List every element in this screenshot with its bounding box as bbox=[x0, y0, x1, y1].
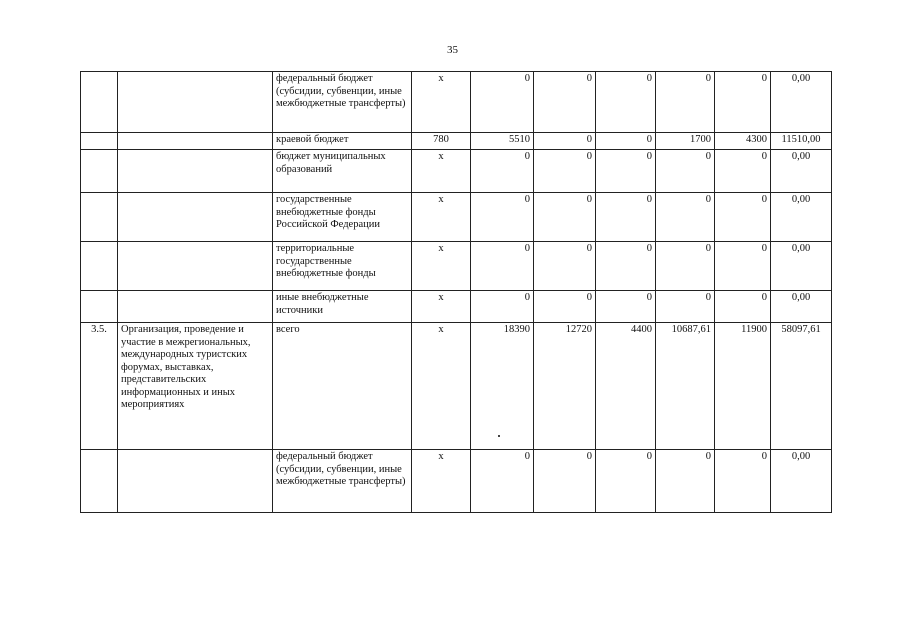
value-cell: 0 bbox=[471, 150, 534, 193]
item-number-cell bbox=[81, 193, 118, 242]
value-cell: 0 bbox=[534, 193, 596, 242]
item-number-cell bbox=[81, 291, 118, 323]
value-cell: 12720 bbox=[534, 323, 596, 450]
funding-source-cell: государственные внебюджетные фонды Российской Федерации bbox=[273, 193, 412, 242]
value-cell: x bbox=[412, 242, 471, 291]
item-number-cell bbox=[81, 133, 118, 150]
value-cell: 0 bbox=[715, 150, 771, 193]
item-number-cell: 3.5. bbox=[81, 323, 118, 450]
value-cell: 18390 bbox=[471, 323, 534, 450]
item-number-cell bbox=[81, 450, 118, 513]
value-cell: 0 bbox=[534, 291, 596, 323]
value-cell: 0 bbox=[471, 291, 534, 323]
value-cell: 0 bbox=[715, 450, 771, 513]
page-number: 35 bbox=[447, 44, 458, 56]
value-cell: x bbox=[412, 72, 471, 133]
scan-speck bbox=[498, 435, 500, 437]
total-cell: 0,00 bbox=[771, 150, 832, 193]
total-cell: 11510,00 bbox=[771, 133, 832, 150]
budget-table bbox=[80, 71, 832, 513]
value-cell: 0 bbox=[656, 291, 715, 323]
item-name-cell bbox=[118, 193, 273, 242]
item-name-cell bbox=[118, 150, 273, 193]
value-cell: 0 bbox=[656, 150, 715, 193]
value-cell: 5510 bbox=[471, 133, 534, 150]
table-row bbox=[81, 242, 832, 291]
value-cell: 1700 bbox=[656, 133, 715, 150]
funding-source-cell: территориальные государственные внебюджетные фонды bbox=[273, 242, 412, 291]
total-cell: 0,00 bbox=[771, 72, 832, 133]
value-cell: 0 bbox=[656, 450, 715, 513]
funding-source-cell: федеральный бюджет (субсидии, субвенции, иные межбюджетные трансферты) bbox=[273, 450, 412, 513]
value-cell: 0 bbox=[534, 450, 596, 513]
value-cell: 0 bbox=[596, 150, 656, 193]
value-cell: 0 bbox=[534, 72, 596, 133]
item-name-cell bbox=[118, 72, 273, 133]
value-cell: 0 bbox=[715, 193, 771, 242]
value-cell: x bbox=[412, 291, 471, 323]
table-row bbox=[81, 72, 832, 133]
value-cell: x bbox=[412, 450, 471, 513]
item-number-cell bbox=[81, 150, 118, 193]
total-cell: 0,00 bbox=[771, 193, 832, 242]
value-cell: 0 bbox=[596, 450, 656, 513]
value-cell: 0 bbox=[656, 72, 715, 133]
value-cell: 11900 bbox=[715, 323, 771, 450]
total-cell: 0,00 bbox=[771, 242, 832, 291]
value-cell: 0 bbox=[596, 133, 656, 150]
value-cell: 0 bbox=[471, 193, 534, 242]
funding-source-cell: краевой бюджет bbox=[273, 133, 412, 150]
value-cell: 0 bbox=[715, 72, 771, 133]
table-row bbox=[81, 291, 832, 323]
value-cell: x bbox=[412, 150, 471, 193]
value-cell: 0 bbox=[471, 242, 534, 291]
total-cell: 58097,61 bbox=[771, 323, 832, 450]
value-cell: 0 bbox=[715, 242, 771, 291]
value-cell: 0 bbox=[596, 242, 656, 291]
value-cell: 0 bbox=[656, 242, 715, 291]
table-row bbox=[81, 450, 832, 513]
funding-source-cell: бюджет муниципальных образований bbox=[273, 150, 412, 193]
value-cell: x bbox=[412, 193, 471, 242]
item-number-cell bbox=[81, 72, 118, 133]
value-cell: 0 bbox=[656, 193, 715, 242]
value-cell: 4300 bbox=[715, 133, 771, 150]
funding-source-cell: иные внебюджетные источники bbox=[273, 291, 412, 323]
funding-source-cell: всего bbox=[273, 323, 412, 450]
value-cell: x bbox=[412, 323, 471, 450]
total-cell: 0,00 bbox=[771, 291, 832, 323]
item-name-cell bbox=[118, 291, 273, 323]
value-cell: 0 bbox=[471, 72, 534, 133]
item-name-cell bbox=[118, 450, 273, 513]
item-number-cell bbox=[81, 242, 118, 291]
value-cell: 10687,61 bbox=[656, 323, 715, 450]
table-row bbox=[81, 133, 832, 150]
value-cell: 0 bbox=[596, 291, 656, 323]
value-cell: 0 bbox=[715, 291, 771, 323]
value-cell: 0 bbox=[596, 193, 656, 242]
value-cell: 4400 bbox=[596, 323, 656, 450]
item-name-cell bbox=[118, 242, 273, 291]
total-cell: 0,00 bbox=[771, 450, 832, 513]
value-cell: 0 bbox=[471, 450, 534, 513]
item-name-cell bbox=[118, 133, 273, 150]
item-name-cell: Организация, проведение и участие в межрегиональных, международных туристских форумах, выставках, представительских информационных и иных мероприятиях bbox=[118, 323, 273, 450]
table-row bbox=[81, 323, 832, 450]
funding-source-cell: федеральный бюджет (субсидии, субвенции, иные межбюджетные трансферты) bbox=[273, 72, 412, 133]
value-cell: 0 bbox=[534, 150, 596, 193]
table-row bbox=[81, 193, 832, 242]
value-cell: 0 bbox=[534, 133, 596, 150]
value-cell: 0 bbox=[534, 242, 596, 291]
table-row bbox=[81, 150, 832, 193]
value-cell: 0 bbox=[596, 72, 656, 133]
value-cell: 780 bbox=[412, 133, 471, 150]
